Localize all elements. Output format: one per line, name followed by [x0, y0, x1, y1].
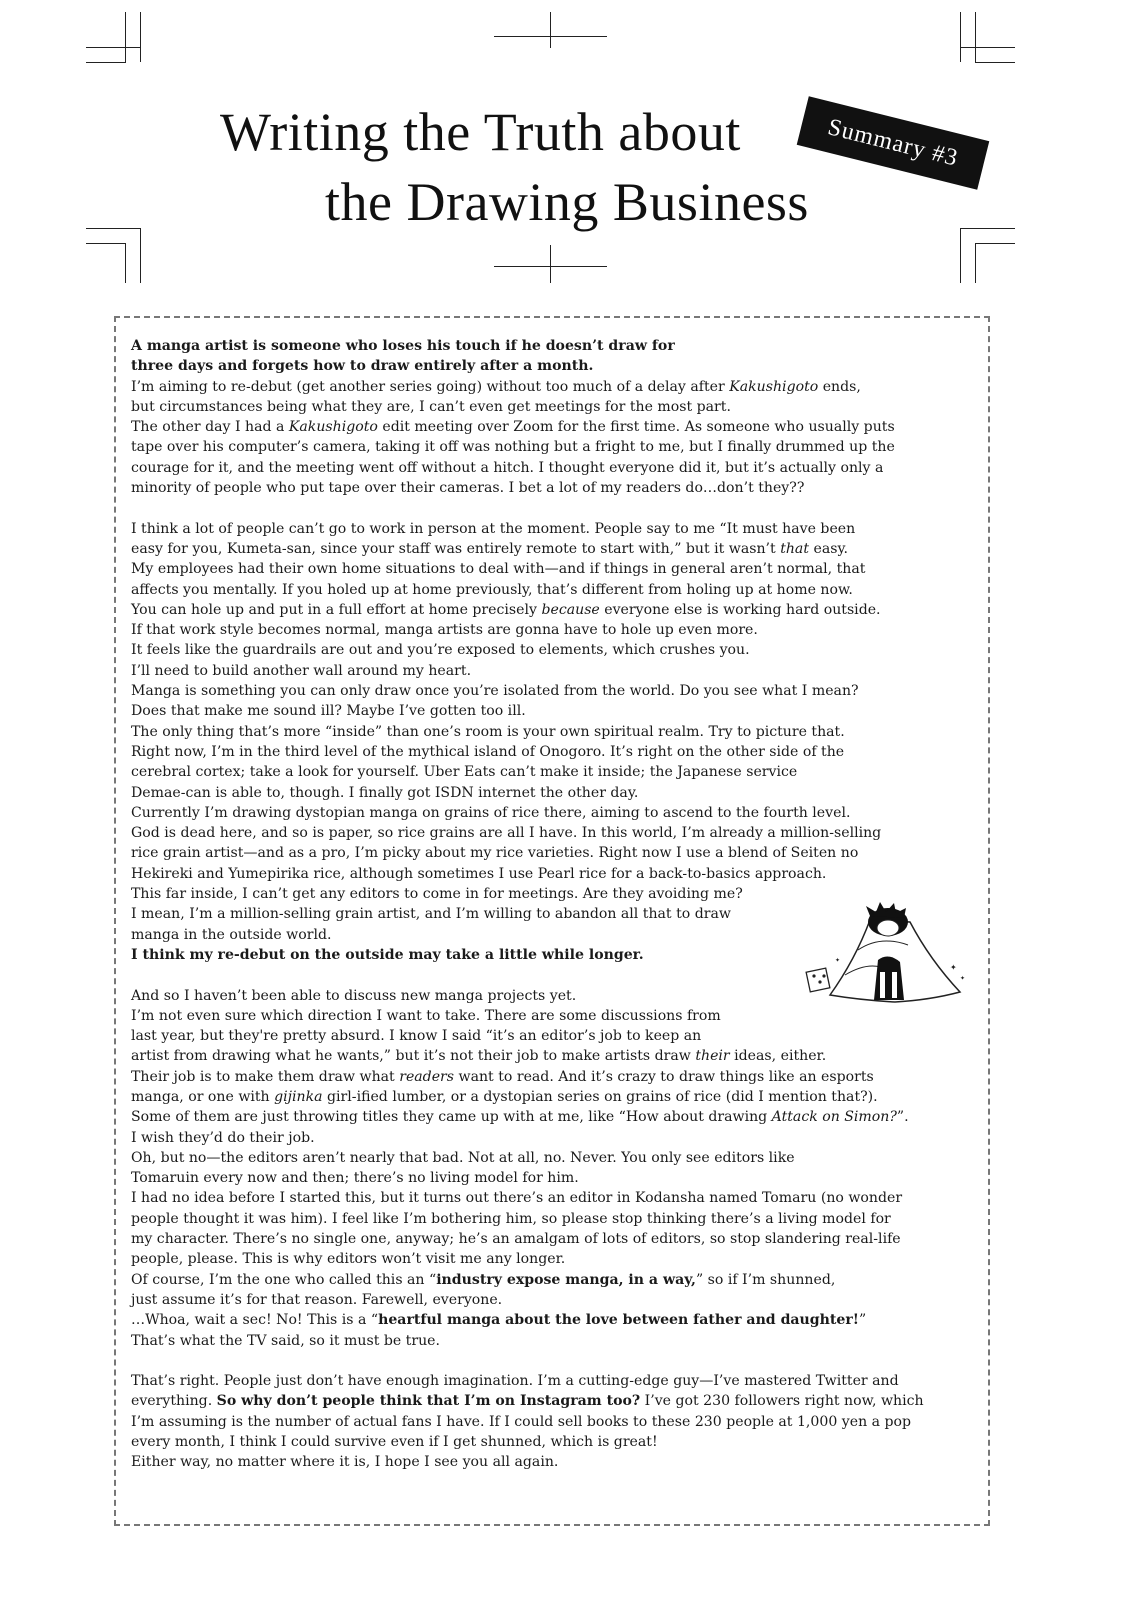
text-run: My employees had their own home situations to deal with—and if things in general aren’t normal, that [131, 561, 866, 578]
text-line [131, 336, 971, 356]
text-line [131, 1310, 971, 1330]
crop-mark [550, 12, 551, 48]
crop-mark [140, 12, 141, 62]
text-line [131, 397, 971, 417]
italic-text: readers [399, 1068, 455, 1085]
text-run: I mean, I’m a million-selling grain artist, and I’m willing to abandon all that to draw [131, 906, 731, 923]
text-run: If that work style becomes normal, manga artists are gonna have to hole up even more. [131, 622, 758, 639]
text-run: I had no idea before I started this, but it turns out there’s an editor in Kodansha named Tomaru (no wonder [131, 1190, 903, 1207]
italic-text: Kakushigoto [729, 378, 819, 395]
text-line [131, 640, 971, 660]
crop-mark [550, 245, 551, 283]
text-run: rice grain artist—and as a pro, I’m picky about my rice varieties. Right now I use a blend of Seiten no [131, 845, 859, 862]
text-line [131, 1229, 971, 1249]
text-line [131, 1046, 971, 1066]
text-line [131, 417, 971, 437]
text-run: manga, or one with [131, 1088, 275, 1105]
crop-mark [125, 12, 126, 62]
text-run: And so I haven’t been able to discuss new manga projects yet. [131, 987, 577, 1004]
bold-text: three days and forgets how to draw entirely after a month. [131, 358, 594, 375]
crop-mark [975, 243, 976, 283]
bold-text: heartful manga about the love between father and daughter! [378, 1312, 859, 1329]
svg-text:✦: ✦ [950, 963, 957, 972]
text-run: ” [859, 1312, 867, 1329]
text-run: easy for you, Kumeta-san, since your staff was entirely remote to start with,” but it wasn’t [131, 540, 781, 557]
text-line [131, 1290, 971, 1310]
text-line [131, 823, 971, 843]
crop-mark [975, 243, 1015, 244]
crop-mark [960, 228, 1015, 229]
bold-text: industry expose manga, in a way, [436, 1271, 696, 1288]
text-run: ” so if I’m shunned, [695, 1271, 836, 1288]
text-line [131, 1371, 971, 1391]
text-line [131, 1412, 971, 1432]
text-run: everything. [131, 1393, 217, 1410]
text-run: last year, but they're pretty absurd. I know I said “it’s an editor’s job to keep an [131, 1028, 702, 1045]
text-line [131, 437, 971, 457]
crop-mark [960, 12, 961, 62]
crop-mark [960, 228, 961, 283]
bold-text: I think my re-debut on the outside may take a little while longer. [131, 946, 644, 963]
text-line [131, 478, 971, 498]
text-line [131, 1168, 971, 1188]
text-line [131, 1026, 971, 1046]
text-run: just assume it’s for that reason. Farewell, everyone. [131, 1291, 503, 1308]
text-run: easy. [809, 540, 849, 557]
text-line [131, 356, 971, 376]
crop-mark [86, 47, 140, 48]
text-line [131, 1107, 971, 1127]
text-run: I’m aiming to re-debut (get another series going) without too much of a delay after [131, 378, 730, 395]
crop-mark [86, 62, 126, 63]
text-line [131, 803, 971, 823]
bold-text: A manga artist is someone who loses his touch if he doesn’t draw for [131, 338, 675, 354]
text-run: artist from drawing what he wants,” but it’s not their job to make artists draw [131, 1048, 696, 1065]
paragraph-gap [131, 498, 971, 518]
summary-badge: Summary #3 [797, 96, 990, 190]
text-run: Tomaruin every now and then; there’s no living model for him. [131, 1170, 579, 1187]
text-run: Their job is to make them draw what [131, 1068, 400, 1085]
italic-text: because [541, 601, 600, 618]
text-line [131, 864, 971, 884]
text-run: Right now, I’m in the third level of the mythical island of Onogoro. It’s right on the other side of the [131, 743, 845, 760]
paragraph-gap [131, 1351, 971, 1371]
text-line [131, 620, 971, 640]
title-line-2: the Drawing Business [325, 172, 809, 232]
text-run: edit meeting over Zoom for the first time. As someone who usually puts [377, 419, 895, 436]
text-line [131, 600, 971, 620]
text-run: ends, [818, 378, 861, 395]
text-line [131, 1331, 971, 1351]
text-line [131, 377, 971, 397]
text-run: Either way, no matter where it is, I hope I see you all again. [131, 1454, 559, 1471]
italic-text: Kakushigoto [288, 419, 378, 436]
text-run: courage for it, and the meeting went off without a hitch. I thought everyone did it, but it’s actually only a [131, 459, 884, 476]
text-run: …Whoa, wait a sec! No! This is a “ [131, 1312, 379, 1329]
text-line [131, 681, 971, 701]
italic-text: Attack on Simon? [771, 1109, 897, 1126]
text-run: The other day I had a [131, 419, 289, 436]
text-line [131, 580, 971, 600]
text-line [131, 843, 971, 863]
text-run: The only thing that’s more “inside” than one’s room is your own spiritual realm. Try to picture that. [131, 723, 845, 740]
italic-text: gijinka [274, 1088, 323, 1105]
text-run: my character. There’s no single one, anyway; he’s an amalgam of lots of editors, so stop slandering real-life [131, 1231, 901, 1248]
crop-mark [86, 243, 126, 244]
text-line [131, 1249, 971, 1269]
text-run: Manga is something you can only draw once you’re isolated from the world. Do you see what I mean? [131, 683, 859, 700]
text-run: tape over his computer’s camera, taking it off was nothing but a fright to me, but I finally drummed up the [131, 439, 895, 456]
text-run: That’s right. People just don’t have enough imagination. I’m a cutting-edge guy—I’ve mastered Twitter and [131, 1373, 899, 1390]
artist-under-blanket-illustration [800, 900, 970, 1015]
crop-mark [975, 12, 976, 62]
text-run: God is dead here, and so is paper, so rice grains are all I have. In this world, I’m already a million-selling [131, 825, 882, 842]
text-run: want to read. And it’s crazy to draw things like an esports [454, 1068, 874, 1085]
title-line-1: Writing the Truth about [220, 102, 741, 162]
text-line [131, 742, 971, 762]
crop-mark [86, 228, 140, 229]
text-run: every month, I think I could survive even if I get shunned, which is great! [131, 1434, 658, 1451]
text-run: That’s what the TV said, so it must be true. [131, 1332, 440, 1349]
text-line [131, 1209, 971, 1229]
text-run: minority of people who put tape over their cameras. I bet a lot of my readers do…don’t they?? [131, 480, 805, 497]
text-run: I’m not even sure which direction I want to take. There are some discussions from [131, 1007, 721, 1024]
text-run: Oh, but no—the editors aren’t nearly that bad. Not at all, no. Never. You only see editors like [131, 1149, 795, 1166]
text-line [131, 1128, 971, 1148]
text-run: but circumstances being what they are, I can’t even get meetings for the most part. [131, 398, 731, 415]
text-run: girl-ified lumber, or a dystopian series on grains of rice (did I mention that?). [322, 1088, 878, 1105]
text-run: Some of them are just throwing titles they came up with at me, like “How about drawing [131, 1109, 772, 1126]
text-line [131, 1452, 971, 1472]
text-line [131, 1087, 971, 1107]
text-line [131, 1148, 971, 1168]
text-run: people thought it was him). I feel like I’m bothering him, so please stop thinking there’s a living model for [131, 1210, 891, 1227]
text-run: Of course, I’m the one who called this an “ [131, 1271, 437, 1288]
text-run: Does that make me sound ill? Maybe I’ve gotten too ill. [131, 703, 526, 720]
text-line [131, 1067, 971, 1087]
svg-text:✦: ✦ [960, 975, 966, 982]
crop-mark [960, 47, 1015, 48]
text-run: everyone else is working hard outside. [599, 601, 881, 618]
text-run: cerebral cortex; take a look for yourself. Uber Eats can’t make it inside; the Japanese service [131, 764, 798, 781]
text-line [131, 762, 971, 782]
text-run: ”. [896, 1109, 909, 1126]
text-line [131, 701, 971, 721]
text-line [131, 1270, 971, 1290]
text-run: I wish they’d do their job. [131, 1129, 315, 1146]
text-run: It feels like the guardrails are out and you’re exposed to elements, which crushes you. [131, 642, 750, 659]
text-line [131, 1391, 971, 1411]
svg-text:✦: ✦ [835, 957, 841, 964]
text-line [131, 1432, 971, 1452]
crop-mark [975, 62, 1015, 63]
text-run: I’m assuming is the number of actual fans I have. If I could sell books to these 230 people at 1,000 yen a pop [131, 1413, 912, 1430]
text-line [131, 783, 971, 803]
text-line [131, 458, 971, 478]
text-run: I think a lot of people can’t go to work in person at the moment. People say to me “It must have been [131, 520, 856, 537]
crop-mark [140, 228, 141, 283]
text-run: Currently I’m drawing dystopian manga on grains of rice there, aiming to ascend to the fourth level. [131, 804, 851, 821]
crop-mark [494, 266, 607, 267]
text-run: I’ll need to build another wall around my heart. [131, 662, 472, 679]
crop-mark [125, 243, 126, 283]
text-run: I’ve got 230 followers right now, which [640, 1393, 924, 1410]
text-line [131, 559, 971, 579]
text-line [131, 722, 971, 742]
text-run: manga in the outside world. [131, 926, 332, 943]
text-run: Hekireki and Yumepirika rice, although sometimes I use Pearl rice for a back-to-basics approach. [131, 865, 827, 882]
bold-text: So why don’t people think that I’m on Instagram too? [216, 1393, 641, 1410]
text-run: ideas, either. [729, 1048, 827, 1065]
italic-text: their [695, 1048, 730, 1065]
text-run: You can hole up and put in a full effort at home precisely [131, 601, 542, 618]
text-run: people, please. This is why editors won’t visit me any longer. [131, 1251, 566, 1268]
crop-mark [494, 36, 607, 37]
text-line [131, 539, 971, 559]
text-line [131, 1188, 971, 1208]
text-line [131, 661, 971, 681]
text-line [131, 519, 971, 539]
text-run: affects you mentally. If you holed up at home previously, that’s different from holing up at home now. [131, 581, 853, 598]
italic-text: that [780, 540, 809, 557]
text-run: Demae-can is able to, though. I finally got ISDN internet the other day. [131, 784, 639, 801]
text-run: This far inside, I can’t get any editors to come in for meetings. Are they avoiding me? [131, 886, 743, 903]
